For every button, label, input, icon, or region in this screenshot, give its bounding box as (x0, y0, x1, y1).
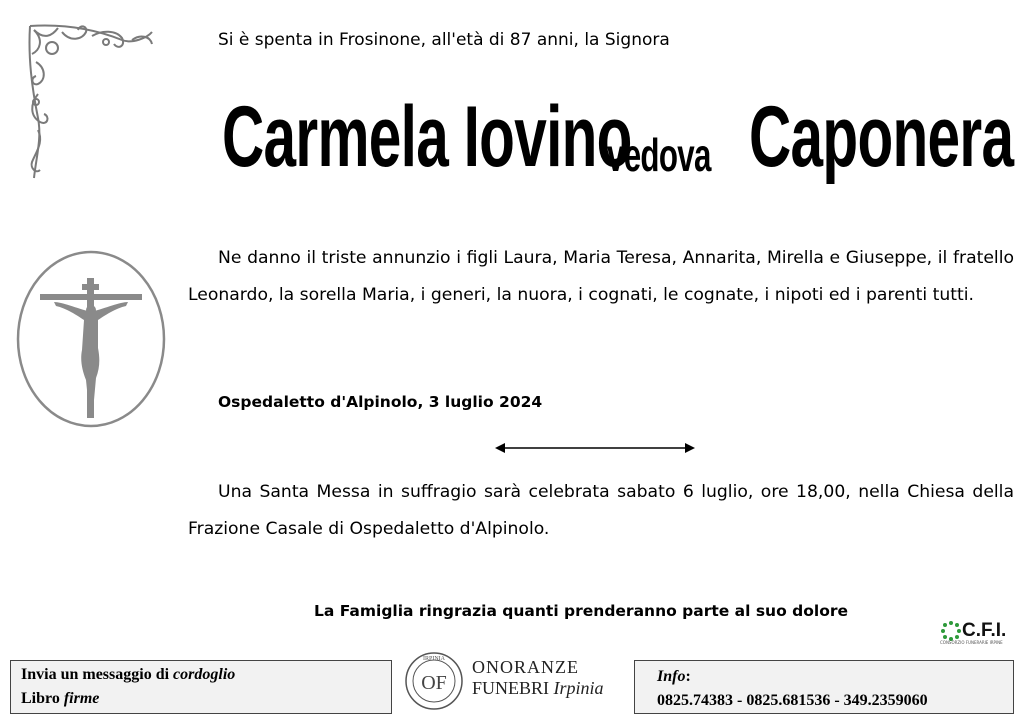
condolence-italic: cordoglio (173, 666, 236, 683)
brand-line2-b: Irpinia (553, 678, 604, 698)
intro-line: Si è spenta in Frosinone, all'età di 87 anni, la Signora (218, 30, 670, 50)
info-box: Info: 0825.74383 - 0825.681536 - 349.2359060 (634, 660, 1014, 714)
phone-numbers[interactable]: 0825.74383 - 0825.681536 - 349.2359060 (657, 692, 928, 709)
brand-line2-a: FUNEBRI (472, 678, 550, 698)
mass-paragraph (188, 474, 1014, 548)
onoranze-seal-icon (404, 649, 464, 713)
cfi-dots-logo-icon (940, 620, 962, 642)
crucifix-icon (16, 250, 168, 428)
seal-top-text: IRPINIA (423, 656, 445, 662)
name-first: Carmela Iovino (222, 89, 632, 185)
condolence-prefix: Invia un messaggio di (21, 666, 170, 683)
announcement-text: Ne danno il triste annunzio i figli Laura, Maria Teresa, Annarita, Mirella e Giuseppe, il fratello Leonardo, la sorella Maria, i generi, la nuora, i cognati, le cognate, i nipoti ed i parenti tutti. (188, 248, 1014, 305)
brand-line1: ONORANZE (472, 657, 579, 677)
announcement-paragraph (188, 240, 1014, 314)
book-italic: firme (63, 690, 100, 707)
deceased-name (222, 88, 1014, 208)
seal-monogram: OF (421, 672, 447, 694)
floral-corner-ornament-icon (22, 18, 162, 188)
cfi-subtitle: CONSORZIO FUNERARIE IRPINE (940, 640, 1003, 645)
brand-line2 (472, 678, 604, 699)
place-date: Ospedaletto d'Alpinolo, 3 luglio 2024 (218, 393, 543, 411)
book-prefix: Libro (21, 690, 60, 707)
name-last: Caponera (749, 89, 1014, 185)
cfi-label: C.F.I. (962, 620, 1007, 641)
cfi-logo (940, 620, 1020, 645)
info-label: Info (657, 668, 686, 685)
condolence-box[interactable] (10, 660, 392, 714)
condolence-link[interactable] (21, 663, 381, 687)
double-headed-arrow-icon (494, 441, 696, 455)
thanks-line: La Famiglia ringrazia quanti prenderanno parte al suo dolore (314, 602, 849, 620)
guestbook-link[interactable] (21, 687, 381, 711)
brand-name (472, 657, 604, 699)
mass-text: Una Santa Messa in suffragio sarà celebrata sabato 6 luglio, ore 18,00, nella Chiesa della Frazione Casale di Ospedaletto d'Alpinolo. (188, 482, 1014, 539)
name-middle: vedova (607, 129, 711, 181)
